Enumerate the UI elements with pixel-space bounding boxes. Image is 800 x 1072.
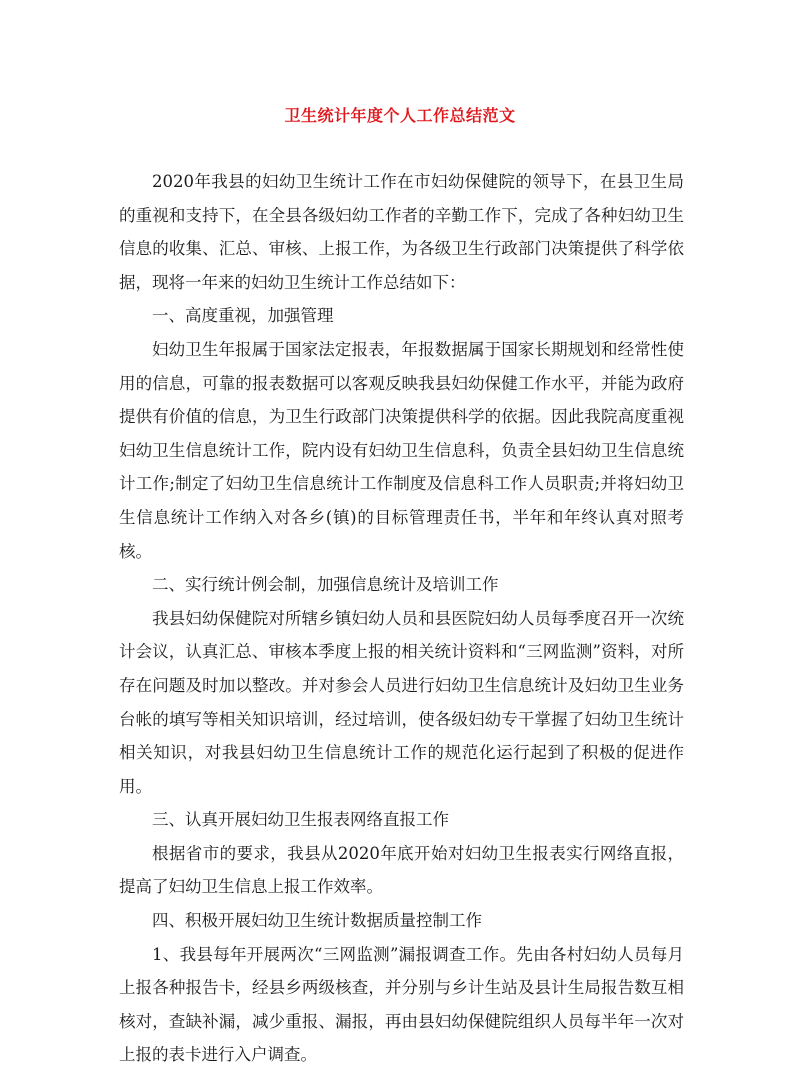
paragraph-section-2: 我县妇幼保健院对所辖乡镇妇幼人员和县医院妇幼人员每季度召开一次统计会议，认真汇总、审核本季度上报的相关统计资料和“三网监测”资料，对所存在问题及时加以整改。并对参会人员进行妇幼卫生信息统计及妇幼卫生业务台帐的填写等相关知识培训，经过培训，使各级妇幼专干掌握了妇幼卫生统计相关知识，对我县妇幼卫生信息统计工作的规范化运行起到了积极的促进作用。 bbox=[119, 608, 684, 796]
section-heading-4: 四、积极开展妇幼卫生统计数据质量控制工作 bbox=[152, 911, 482, 931]
document-body bbox=[119, 165, 684, 1072]
paragraph-section-3: 根据省市的要求，我县从2020年底开始对妇幼卫生报表实行网络直报，提高了妇幼卫生信息上报工作效率。 bbox=[119, 843, 684, 897]
section-heading-1: 一、高度重视，加强管理 bbox=[152, 306, 334, 326]
section-heading-3: 三、认真开展妇幼卫生报表网络直报工作 bbox=[152, 810, 449, 830]
paragraph-intro: 2020年我县的妇幼卫生统计工作在市妇幼保健院的领导下，在县卫生局的重视和支持下，在全县各级妇幼工作者的辛勤工作下，完成了各种妇幼卫生信息的收集、汇总、审核、上报工作，为各级卫生行政部门决策提供了科学依据，现将一年来的妇幼卫生统计工作总结如下： bbox=[119, 172, 684, 292]
paragraph-section-4-item-1: 1、我县每年开展两次“三网监测”漏报调查工作。先由各村妇幼人员每月上报各种报告卡，经县乡两级核查，并分别与乡计生站及县计生局报告数互相核对，查缺补漏，减少重报、漏报，再由县妇幼保健院组织人员每半年一次对上报的表卡进行入户调查。 bbox=[119, 944, 684, 1065]
section-heading-2: 二、实行统计例会制，加强信息统计及培训工作 bbox=[152, 575, 499, 595]
document-title: 卫生统计年度个人工作总结范文 bbox=[284, 106, 516, 125]
paragraph-section-1: 妇幼卫生年报属于国家法定报表，年报数据属于国家长期规划和经常性使用的信息，可靠的报表数据可以客观反映我县妇幼保健工作水平，并能为政府提供有价值的信息，为卫生行政部门决策提供科学的依据。因此我院高度重视妇幼卫生信息统计工作，院内设有妇幼卫生信息科，负责全县妇幼卫生信息统计工作;制定了妇幼卫生信息统计工作制度及信息科工作人员职责;并将妇幼卫生信息统计工作纳入对各乡(镇)的目标管理责任书，半年和年终认真对照考核。 bbox=[119, 339, 684, 561]
